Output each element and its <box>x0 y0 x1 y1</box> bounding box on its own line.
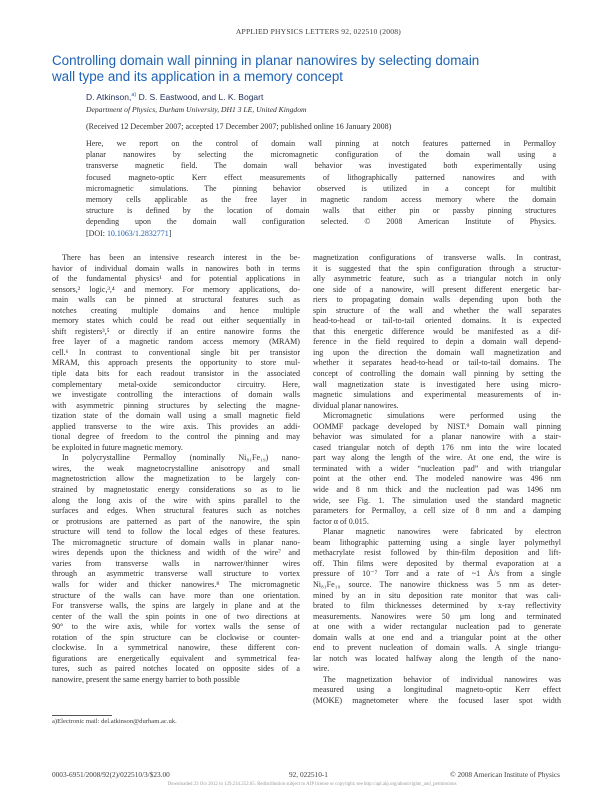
body-line: concept of controlling the domain wall pinning by setting the <box>313 369 561 379</box>
abstract-line: Here, we report on the control of domain wall pinning at notch features patterned in Permalloy <box>86 139 556 148</box>
footnote-rule <box>52 715 112 716</box>
body-line: MRAM, this approach presents the opportunity to store mul- <box>52 358 300 368</box>
body-line: For transverse walls, the spins are largely in plane and at the <box>52 601 300 611</box>
body-line: wires depends upon the thickness and width of the wire⁷ and <box>52 548 300 558</box>
body-line: methacrylate resist followed by thin-film deposition and lift- <box>313 548 561 558</box>
download-notice[interactable]: Downloaded 23 Oct 2012 to 129.234.252.65. Redistribution subject to AIP license or copyright; see http://apl.aip.org/about/rights_and_permissions <box>167 782 457 787</box>
body-line: off. Thin films were deposited by thermal evaporation at a <box>313 558 561 568</box>
body-line: structure will tend to follow the local edges of these features. <box>52 527 300 537</box>
doi-prefix: [DOI: <box>86 228 107 238</box>
body-line: be exploited in future magnetic memory. <box>52 442 183 452</box>
body-line: measurements. Nanowires were 50 μm long and terminated <box>313 611 561 621</box>
body-line: The micromagnetic structure of domain walls in planar nano- <box>52 537 300 547</box>
body-line: center of the wall the spin points in one of two directions at <box>52 611 300 621</box>
body-line: cased triangular notch of depth 176 nm into the wire located <box>313 442 561 452</box>
abstract-line: planar nanowires by selecting the micromagnetic configuration of the domain wall using a <box>86 150 556 160</box>
body-line: sensors,² logic,³,⁴ and memory. For memory applications, do- <box>52 284 300 294</box>
footer-issn: 0003-6951/2008/92(2)/022510/3/$23.00 <box>52 770 170 779</box>
body-column-right <box>313 253 561 707</box>
doi-suffix: ] <box>168 228 172 238</box>
body-line: whether it separates head-to-head or tail-to-tail domains. The <box>313 358 561 368</box>
body-line: magnetostriction allow the magnetization to be largely con- <box>52 474 300 484</box>
body-line: shift registers³,⁵ or directly if an entire nanowire forms the <box>52 326 300 336</box>
body-line: it is suggested that the spin configuration through a structur- <box>313 263 561 273</box>
title-line-1: Controlling domain wall pinning in planar nanowires by selecting domain <box>52 53 480 68</box>
body-line: mined by an in situ deposition rate monitor that was cali- <box>313 590 561 600</box>
body-line: magnetic simulations and experimental measurements of in- <box>313 390 561 400</box>
body-line: varies from transverse walls in narrower/thinner wires <box>52 558 300 568</box>
body-line: strained by magnetostatic energy considerations so as to lie <box>52 485 300 495</box>
author-list <box>86 92 546 102</box>
body-line: structure of the walls can have more than one orientation. <box>52 590 300 600</box>
body-line: The magnetization behavior of individual nanowires was <box>323 674 561 684</box>
body-line: applied transverse to the wire axis. This provides an addi- <box>52 421 300 431</box>
body-line: walls for wider and thicker nanowires.⁸ The micromagnetic <box>52 579 300 589</box>
body-line: Planar magnetic nanowires were fabricated by electron <box>323 527 561 537</box>
footer-copyright: © 2008 American Institute of Physics <box>450 770 560 779</box>
body-line: behavior was simulated for a planar nanowire with a stair- <box>313 432 561 442</box>
abstract-line: depending upon the domain wall configuration selected. © 2008 American Institute of Physics. <box>86 217 556 227</box>
body-line: with asymmetric pinning structures by selecting the magne- <box>52 400 300 410</box>
doi-link[interactable]: 10.1063/1.2832771 <box>106 228 169 238</box>
body-line: main walls can be pinned at structural features such as <box>52 295 300 305</box>
body-line: end to prevent nucleation of domain walls. A single triangu- <box>313 643 561 653</box>
received-dates: (Received 12 December 2007; accepted 17 December 2007; published online 16 January 2008) <box>86 122 392 131</box>
body-line: notches creating multiple domains and hence multiple <box>52 305 300 315</box>
body-line: ing upon the direction the domain wall magnetization and <box>313 347 561 357</box>
abstract-lines <box>86 138 556 228</box>
body-line: clockwise. In a symmetrical nanowire, these different con- <box>52 643 300 653</box>
body-line: cell.⁶ In contrast to conventional single bit per transistor <box>52 347 300 357</box>
body-line: (MOKE) magnetometer where the focused laser spot width <box>313 695 561 705</box>
journal-header: APPLIED PHYSICS LETTERS 92, 022510 (2008) <box>235 27 401 36</box>
body-line: factor α of 0.015. <box>313 516 369 526</box>
body-line: wide and 8 nm thick and the nucleation pad was 1496 nm <box>313 485 561 495</box>
title-line-2: wall type and its application in a memory concept <box>52 69 344 84</box>
affiliation: Department of Physics, Durham University, DH1 3 LE, United Kingdom <box>86 105 307 114</box>
abstract-line: micromagnetic simulations. The pinning behavior observed is utilized in a concept for multibit <box>86 183 556 193</box>
body-line: domain walls at one end and a triangular point at the other <box>313 632 561 642</box>
abstract-line: memory cells applicable as the free layer in magnetic random access memory where the domain <box>86 194 556 204</box>
body-line: 90° to the wire axis, while for vortex walls the sense of <box>52 622 300 632</box>
body-line: wires, the weak magnetocrystalline anisotropy and small <box>52 463 300 473</box>
body-line: terminated with a wider “nucleation pad” and with triangular <box>313 463 561 473</box>
body-line: figurations are energetically equivalent and symmetrical fea- <box>52 653 300 663</box>
body-line: point at the other end. The modeled nanowire was 496 nm <box>313 474 561 484</box>
footnote-email: a)Electronic mail: del.atkinson@durham.ac.uk. <box>52 718 177 725</box>
body-line: spin structure of the wall and whether the wall separates <box>313 305 561 315</box>
body-line: one side of a nanowire, will present different energetic bar- <box>313 284 561 294</box>
abstract <box>86 138 556 239</box>
body-line: ally asymmetric feature, such as a triangular notch in only <box>313 274 561 284</box>
body-line: tization state of the domain wall using a small magnetic field <box>52 411 300 421</box>
body-line: Micromagnetic simulations were performed using the <box>323 411 561 421</box>
body-column-left <box>52 253 300 685</box>
body-line: through an asymmetric transverse wall structure to vortex <box>52 569 300 579</box>
body-line: nanowire, present the same energy barrier to both possible <box>52 674 240 684</box>
body-line: ference in the field required to depin a domain wall depend- <box>313 337 561 347</box>
body-line: beam lithographic patterning using a single layer polymethyl <box>313 537 561 547</box>
abstract-doi-line <box>86 228 556 239</box>
author-footnote-marker[interactable]: a) <box>131 92 137 99</box>
body-line: rotation of the spin structure can be clockwise or counter- <box>52 632 300 642</box>
body-line: riers to propagating domain walls depending upon both the <box>313 295 561 305</box>
author-others: D. S. Eastwood, and L. K. Bogart <box>136 92 264 102</box>
body-line: There has been an intensive research interest in the be- <box>62 253 300 262</box>
body-line: surfaces and edges. When structural features such as notches <box>52 506 300 516</box>
footer-page-number: 92, 022510-1 <box>289 770 328 779</box>
article-title <box>52 53 572 85</box>
body-line: tional degree of freedom to the control the pinning and may <box>52 432 300 442</box>
body-line: part way along the length of the wire. At one end, the wire is <box>313 453 561 463</box>
body-line: havior of individual domain walls in nanowires both in terms <box>52 263 300 273</box>
body-line: memory states which could be read out either sequentially in <box>52 316 300 326</box>
body-line: Ni₈₁Fe₁₉ source. The nanowire thickness was 5 nm as deter- <box>313 579 561 589</box>
body-line: OOMMF package developed by NIST.⁹ Domain wall pinning <box>313 421 561 431</box>
body-line: pressure of 10⁻⁷ Torr and a rate of ~1 Å/s from a single <box>313 569 561 579</box>
body-line: tures, such as paired notches located on opposite sides of a <box>52 664 300 674</box>
body-line: wire. <box>313 664 330 674</box>
body-line: free layer of a magnetic random access memory (MRAM) <box>52 337 300 347</box>
author-1[interactable]: D. Atkinson, <box>86 92 132 102</box>
body-line: measured using a longitudinal magneto-optic Kerr effect <box>313 685 561 695</box>
body-line: magnetization configurations of transverse walls. In contrast, <box>313 253 561 262</box>
body-line: of the fundamental physics¹ and for potential applications in <box>52 274 300 284</box>
body-line: head-to-head or tail-to-tail oriented domains. It is expected <box>313 316 561 326</box>
abstract-line: structure is defined by the location of domain walls that either pin or passby pinning structures <box>86 206 556 216</box>
body-line: In polycrystalline Permalloy (nominally Ni₈₁Fe₁₉) nano- <box>62 453 300 463</box>
body-line: at one with a wider rectangular nucleation pad to generate <box>313 622 561 632</box>
body-line: tiple data bits for each readout transistor in the associated <box>52 369 300 379</box>
abstract-line: transverse magnetic field. The domain wall behavior was investigated both experimentally using <box>86 161 556 171</box>
body-line: wall magnetization state is investigated here using micro- <box>313 379 561 389</box>
body-line: we investigate controlling the interactions of domain walls <box>52 390 300 400</box>
body-line: or protrusions are patterned as part of the nanowire, the spin <box>52 516 300 526</box>
body-line: along the long axis of the wire with spins parallel to the <box>52 495 300 505</box>
body-line: wide, see Fig. 1. The simulation used the standard magnetic <box>313 495 561 505</box>
body-line: that this energetic difference would be manifested as a dif- <box>313 326 561 336</box>
body-line: dividual planar nanowires. <box>313 400 399 410</box>
body-line: complementary metal-oxide semiconductor circuitry. Here, <box>52 379 300 389</box>
abstract-line: focused magneto-optic Kerr effect measurements of lithographically patterned nanowires and with <box>86 172 556 182</box>
body-line: brated to film thicknesses determined by x-ray reflectivity <box>313 601 561 611</box>
body-line: parameters for Permalloy, a cell size of 8 nm and a damping <box>313 506 561 516</box>
body-line: lar notch was located halfway along the length of the nano- <box>313 653 561 663</box>
